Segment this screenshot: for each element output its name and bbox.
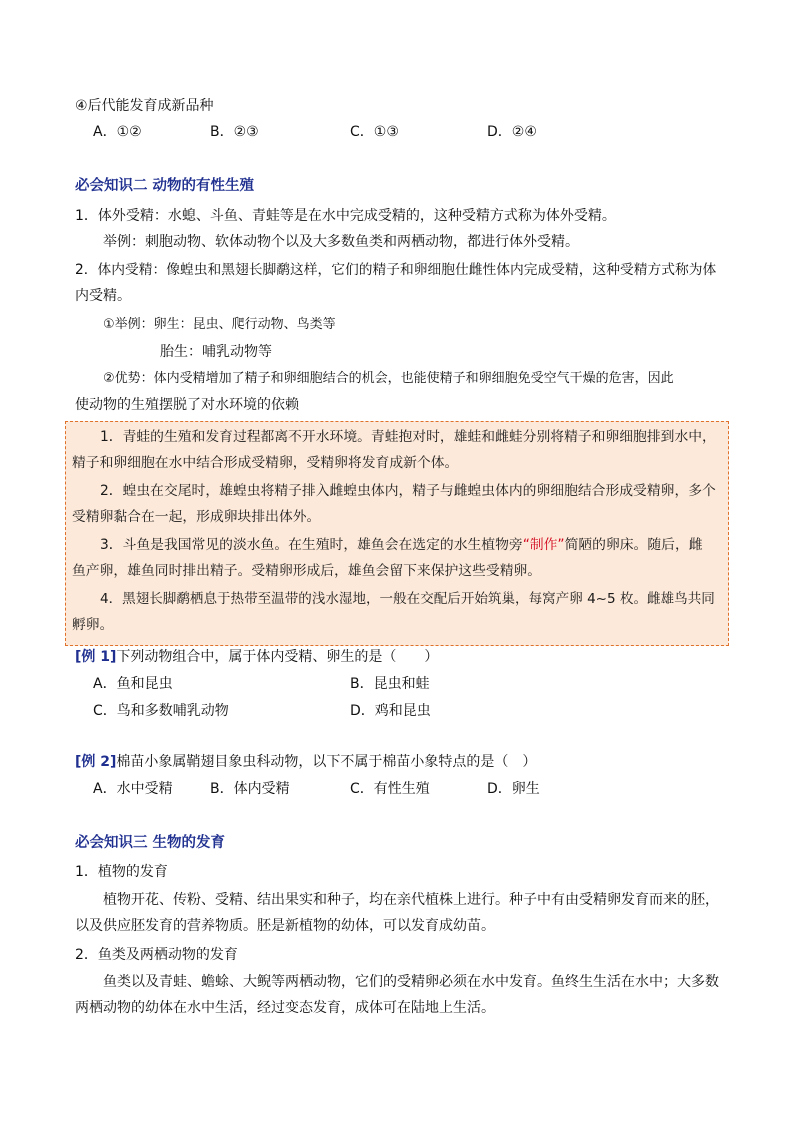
box-frog-line2: 精子和卵细胞在水中结合形成受精卵，受精卵将发育成新个体。 xyxy=(72,455,459,471)
example-1-stem: [例 1]下列动物组合中，属于体内受精、卵生的是（ ） xyxy=(75,649,439,665)
external-fertilization-text: 1．体外受精：水螅、斗鱼、青蛙等是在水中完成受精的，这种受精方式称为体外受精。 xyxy=(75,208,616,224)
box-fish-line2: 鱼产卵，雄鱼同时排出精子。受精卵形成后，雄鱼会留下来保护这些受精卵。 xyxy=(72,563,542,579)
section-title-sexual-reproduction: 必会知识二 动物的有性生殖 xyxy=(75,178,255,194)
example-1-option-b: B．昆虫和蛙 xyxy=(350,676,430,692)
fish-amphibian-line2: 两栖动物的幼体在水中生活，经过变态发育，成体可在陆地上生活。 xyxy=(75,1000,495,1016)
example-2-option-b: B．体内受精 xyxy=(210,781,290,797)
example-1-tag: [例 1] xyxy=(75,649,117,665)
internal-example-viviparous: 胎生：哺乳动物等 xyxy=(160,344,272,360)
internal-advantage-cont: 使动物的生殖摆脱了对水环境的依赖 xyxy=(75,397,299,413)
box-fish-line1: 3．斗鱼是我国常见的淡水鱼。在生殖时，雄鱼会在选定的水生植物旁“制作”简陋的卵床。随后，雌 xyxy=(100,537,703,553)
option-c: C．①③ xyxy=(350,124,399,140)
question-item-4: ④后代能发育成新品种 xyxy=(75,98,214,114)
box-fish-quote: “制作” xyxy=(522,537,565,553)
example-1-option-a: A．鱼和昆虫 xyxy=(93,676,173,692)
option-d: D．②④ xyxy=(487,124,537,140)
example-2-stem: [例 2]棉苗小象属鞘翅目象虫科动物，以下不属于棉苗小象特点的是（ ） xyxy=(75,754,537,770)
internal-advantage: ②优势：体内受精增加了精子和卵细胞结合的机会，也能使精子和卵细胞免受空气干燥的危害，因此 xyxy=(103,371,674,386)
fish-amphibian-line1: 鱼类以及青蛙、蟾蜍、大鲵等两栖动物，它们的受精卵必须在水中发育。鱼终生生活在水中；大多数 xyxy=(103,974,719,990)
box-locust-line2: 受精卵黏合在一起，形成卵块排出体外。 xyxy=(72,509,321,525)
box-stilt-line1: 4．黑翅长脚鹬栖息于热带至温带的浅水湿地，一般在交配后开始筑巢，每窝产卵 4~5 枚。雌雄鸟共同 xyxy=(100,591,715,607)
box-stilt-line2: 孵卵。 xyxy=(72,617,114,633)
plant-development-line2: 以及供应胚发育的营养物质。胚是新植物的幼体，可以发育成幼苗。 xyxy=(75,918,495,934)
plant-development-heading: 1．植物的发育 xyxy=(75,864,168,880)
plant-development-line1: 植物开花、传粉、受精、结出果实和种子，均在亲代植株上进行。种子中有由受精卵发育而来的胚， xyxy=(103,892,719,908)
box-frog-line1: 1．青蛙的生殖和发育过程都离不开水环境。青蛙抱对时，雄蛙和雌蛙分别将精子和卵细胞排到水中， xyxy=(100,429,716,445)
internal-example-oviparous: ①举例：卵生：昆虫、爬行动物、鸟类等 xyxy=(103,317,336,332)
example-1-option-c: C．鸟和多数哺乳动物 xyxy=(93,703,229,719)
section-title-development: 必会知识三 生物的发育 xyxy=(75,835,226,851)
option-b: B．②③ xyxy=(210,124,259,140)
internal-fertilization-text-cont: 内受精。 xyxy=(75,288,131,304)
example-1-option-d: D．鸡和昆虫 xyxy=(350,703,431,719)
fish-amphibian-heading: 2．鱼类及两栖动物的发育 xyxy=(75,947,238,963)
example-2-option-c: C．有性生殖 xyxy=(350,781,430,797)
box-locust-line1: 2．蝗虫在交尾时，雄蝗虫将精子排入雌蝗虫体内，精子与雌蝗虫体内的卵细胞结合形成受精卵，多个 xyxy=(100,483,716,499)
option-a: A．①② xyxy=(93,124,142,140)
example-2-option-a: A．水中受精 xyxy=(93,781,173,797)
info-box xyxy=(65,421,729,646)
example-2-tag: [例 2] xyxy=(75,754,117,770)
external-fertilization-example: 举例：刺胞动物、软体动物个以及大多数鱼类和两栖动物，都进行体外受精。 xyxy=(103,234,579,250)
example-2-option-d: D．卵生 xyxy=(487,781,540,797)
internal-fertilization-text: 2．体内受精：像蝗虫和黑翅长脚鹬这样，它们的精子和卵细胞仕雌性体内完成受精，这种受精方式称为体 xyxy=(75,262,717,278)
